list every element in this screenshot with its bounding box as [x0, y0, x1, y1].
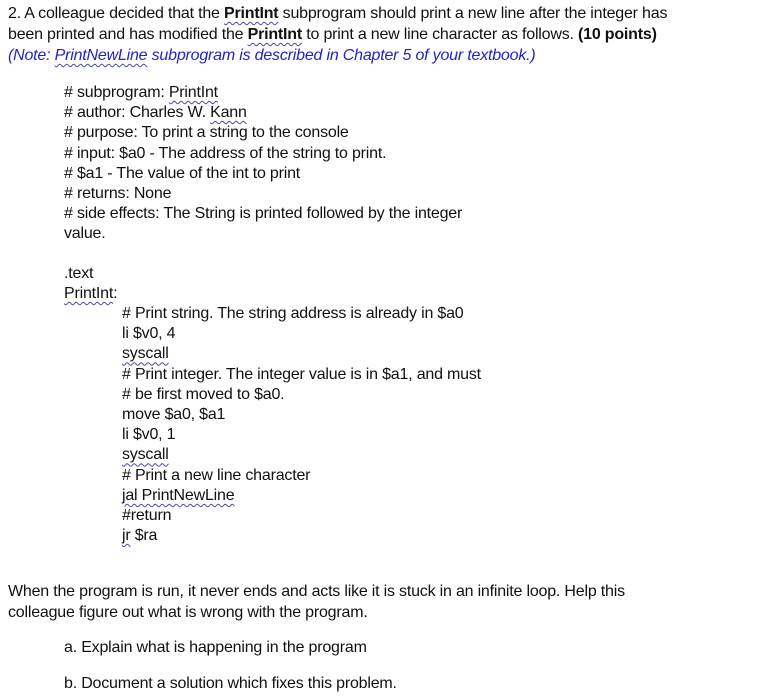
code-text: # Print integer. The integer value is in $a1, and must — [122, 365, 481, 383]
code-line — [64, 144, 386, 164]
code-text: jr — [122, 527, 131, 545]
code-text: # Print a new line character — [122, 466, 311, 484]
code-line — [122, 405, 225, 425]
code-line — [122, 425, 175, 445]
code-text: # side effects: The String is printed followed by the integer — [64, 205, 463, 223]
label-name: PrintInt — [64, 285, 114, 302]
code-text: syscall — [122, 446, 169, 464]
task-a: a. Explain what is happening in the program — [64, 639, 367, 656]
code-line — [122, 344, 169, 364]
printnewline-term: PrintNewLine — [54, 47, 148, 64]
code-text: # input: $a0 - The address of the string to print. — [64, 144, 387, 162]
conclusion-line-1: When the program is run, it never ends and acts like it is stuck in an infinite loop. Help this — [8, 583, 625, 600]
code-line — [64, 164, 300, 184]
code-line — [122, 324, 175, 344]
code-text: PrintInt — [168, 84, 218, 101]
text: subprogram is described in Chapter 5 of your textbook.) — [147, 47, 536, 64]
printint-term: PrintInt — [247, 26, 303, 43]
code-text: Kann — [210, 104, 247, 122]
text: been printed and has modified the — [8, 26, 248, 43]
code-line — [122, 466, 310, 486]
code-text: # subprogram: — [64, 84, 169, 101]
code-line — [64, 103, 247, 123]
printint-term: PrintInt — [224, 5, 279, 22]
text: 2. A colleague decided that the — [8, 5, 224, 22]
code-line — [122, 365, 481, 385]
code-line — [122, 506, 171, 526]
text: : — [113, 285, 118, 302]
text-directive: .text — [64, 265, 94, 282]
question-line-2 — [8, 25, 657, 45]
code-text: # Print string. The string address is already in $a0 — [122, 305, 464, 322]
code-line — [122, 304, 463, 324]
question-line-1 — [8, 4, 667, 24]
code-line — [64, 204, 462, 224]
task-b: b. Document a solution which fixes this problem. — [64, 675, 397, 692]
note — [8, 46, 536, 66]
code-line — [122, 445, 169, 465]
text: . — [569, 26, 574, 43]
code-text: jal PrintNewLine — [122, 486, 235, 504]
code-text: li $v0, 4 — [122, 325, 176, 343]
code-text: # purpose: To print a string to the console — [64, 124, 349, 142]
code-text: # author: Charles W. — [64, 104, 211, 122]
text: subprogram should print a new line after the integer has — [278, 5, 668, 22]
points-label: (10 points) — [573, 26, 657, 43]
code-line — [64, 224, 106, 244]
code-text: syscall — [122, 345, 169, 363]
text: to print a new line character as follows — [302, 26, 570, 43]
code-line — [64, 83, 218, 103]
code-text: #return — [122, 507, 172, 524]
code-text: # $a1 - The value of the int to print — [64, 164, 301, 182]
conclusion-line-2: colleague figure out what is wrong with the program. — [8, 604, 368, 621]
code-text: $ra — [130, 527, 158, 545]
label-line — [64, 284, 117, 304]
code-text: move $a0, $a1 — [122, 406, 226, 423]
code-line — [122, 526, 157, 546]
code-text: li $v0, 1 — [122, 426, 176, 444]
code-text: # be first moved to $a0. — [122, 385, 285, 403]
code-line — [64, 184, 171, 204]
code-line — [122, 486, 234, 506]
text: (Note: — [8, 47, 55, 64]
code-line — [64, 123, 349, 143]
code-text: value. — [64, 225, 106, 243]
code-line — [122, 385, 284, 405]
code-text: # returns: None — [64, 185, 172, 202]
